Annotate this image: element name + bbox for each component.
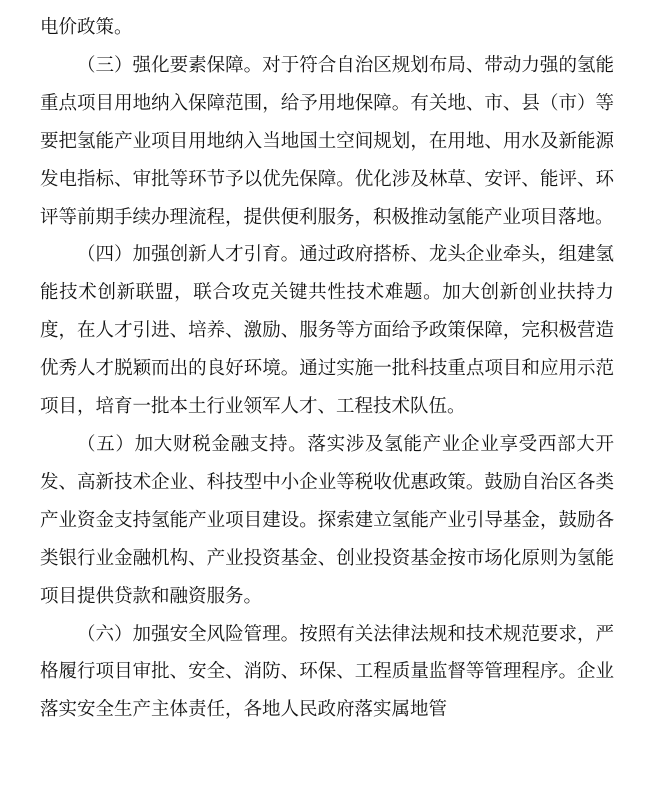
section-4-heading: （四）加强创新人才引育。 [77, 244, 300, 266]
section-3-paragraph [40, 47, 614, 237]
section-4-body: 通过政府搭桥、龙头企业牵头，组建氢能技术创新联盟，联合攻克关键共性技术难题。加大创新创业扶持力度，在人才引进、培养、激励、服务等方面给予政策保障，完积极营造优秀人才脱颖而出的良好环境。通过实施一批科技重点项目和应用示范项目，培育一批本土行业领军人才、工程技术队伍。 [40, 244, 614, 418]
section-5-body: 落实涉及氢能产业企业享受西部大开发、高新技术企业、科技型中小企业等税收优惠政策。鼓励自治区各类产业资金支持氢能产业项目建设。探索建立氢能产业引导基金，鼓励各类银行业金融机构、产业投资基金、创业投资基金按市场化原则为氢能项目提供贷款和融资服务。 [40, 433, 614, 607]
continuation-paragraph: 电价政策。 [40, 17, 133, 38]
section-6-heading: （六）加强安全风险管理。 [77, 623, 300, 645]
section-5-heading: （五）加大财税金融支持。 [77, 433, 308, 455]
section-4-paragraph [40, 236, 614, 426]
section-6-body: 按照有关法律法规和技术规范要求，严格履行项目审批、安全、消防、环保、工程质量监督等管理程序。企业落实安全生产主体责任，各地人民政府落实属地管 [40, 623, 614, 721]
section-6-paragraph [40, 616, 614, 730]
document-page [40, 9, 614, 729]
section-3-body: 对于符合自治区规划布局、带动力强的氢能重点项目用地纳入保障范围，给予用地保障。有关地、市、县（市）等要把氢能产业项目用地纳入当地国土空间规划，在用地、用水及新能源发电指标、审批等环节予以优先保障。优化涉及林草、安评、能评、环评等前期手续办理流程，提供便利服务，积极推动氢能产业项目落地。 [40, 54, 614, 228]
section-3-heading: （三）强化要素保障。 [77, 54, 263, 76]
section-5-paragraph [40, 426, 614, 616]
